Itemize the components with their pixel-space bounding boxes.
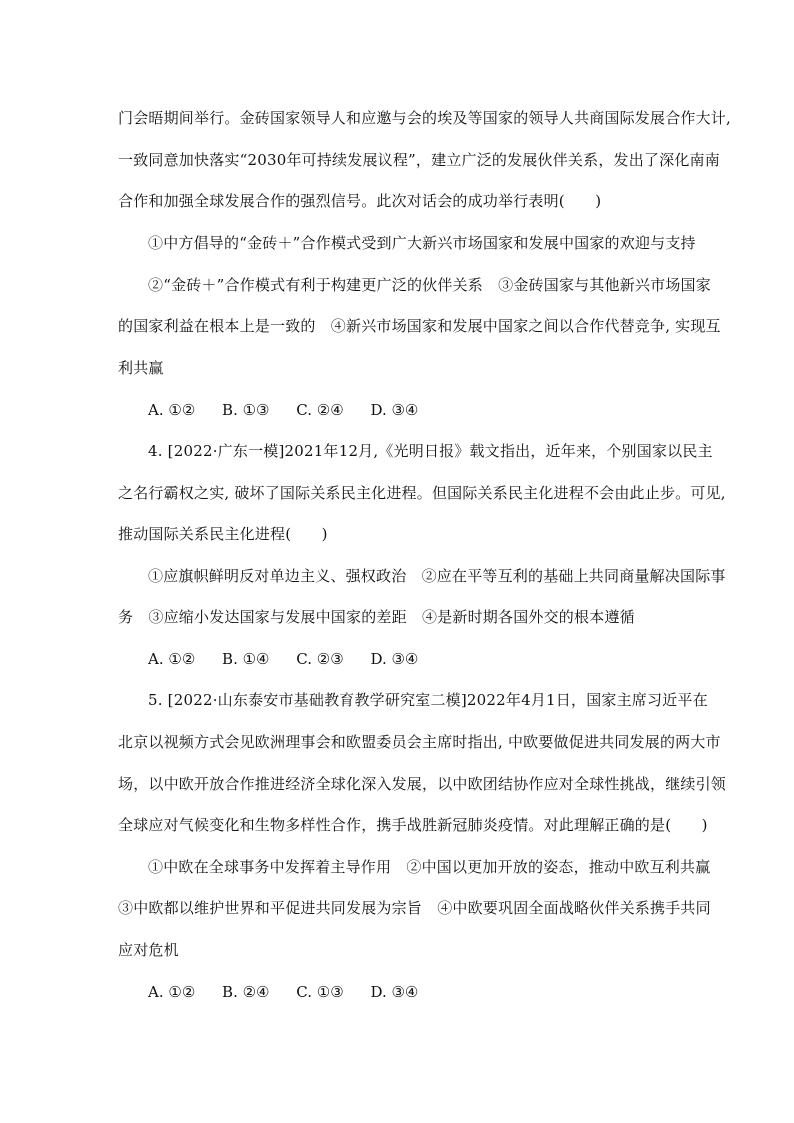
q4-stem-line-3: 推动国际关系民主化进程( ): [118, 525, 328, 543]
q3-option-d[interactable]: D. ③④: [370, 401, 419, 419]
q3-stem-line-3: 合作和加强全球发展合作的强烈信号。此次对话会的成功举行表明( ): [118, 192, 602, 210]
q3-item-line-2: ②“金砖＋”合作模式有利于构建更广泛的伙伴关系 ③金砖国家与其他新兴市场国家: [148, 276, 711, 294]
q3-options: [148, 400, 440, 420]
q3-item-line-4: 利共赢: [118, 359, 164, 377]
q5-item-line-2: ③中欧都以维护世界和平促进共同发展为宗旨 ④中欧要巩固全面战略伙伴关系携手共同: [118, 899, 711, 917]
q3-item-line-3: 的国家利益在根本上是一致的 ④新兴市场国家和发展中国家之间以合作代替竞争, 实现互: [118, 317, 721, 335]
q5-option-d[interactable]: D. ③④: [370, 983, 419, 1001]
q4-option-d[interactable]: D. ③④: [370, 650, 419, 668]
q4-options: [148, 649, 440, 669]
q5-option-c[interactable]: C. ①③: [296, 983, 344, 1001]
q3-stem-line-2: 一致同意加快落实“2030年可持续发展议程”，建立广泛的发展伙伴关系，发出了深化南南: [118, 151, 720, 169]
q3-stem-line-1: 门会晤期间举行。金砖国家领导人和应邀与会的埃及等国家的领导人共商国际发展合作大计,: [118, 109, 731, 127]
q5-item-line-1: ①中欧在全球事务中发挥着主导作用 ②中国以更加开放的姿态，推动中欧互利共赢: [148, 858, 711, 876]
q5-option-a[interactable]: A. ①②: [148, 983, 196, 1001]
q3-item-line-1: ①中方倡导的“金砖＋”合作模式受到广大新兴市场国家和发展中国家的欢迎与支持: [148, 234, 696, 252]
q4-stem-line-1: 4. [2022·广东一模]2021年12月,《光明日报》载文指出，近年来，个别国家以民主: [148, 442, 713, 460]
q3-option-c[interactable]: C. ②④: [296, 401, 344, 419]
q5-stem-line-4: 全球应对气候变化和生物多样性合作，携手战胜新冠肺炎疫情。对此理解正确的是( ): [118, 816, 708, 834]
q5-options: [148, 982, 440, 1002]
q5-stem-line-2: 北京以视频方式会见欧洲理事会和欧盟委员会主席时指出, 中欧要做促进共同发展的两大市: [118, 733, 721, 751]
q5-item-line-3: 应对危机: [118, 941, 179, 959]
q3-option-b[interactable]: B. ①③: [222, 401, 270, 419]
q5-stem-line-1: 5. [2022·山东泰安市基础教育教学研究室二模]2022年4月1日，国家主席习近平在: [148, 691, 708, 709]
q3-option-a[interactable]: A. ①②: [148, 401, 196, 419]
q5-option-b[interactable]: B. ②④: [222, 983, 270, 1001]
q5-stem-line-3: 场，以中欧开放合作推进经济全球化深入发展，以中欧团结协作应对全球性挑战，继续引领: [118, 775, 727, 793]
q4-option-c[interactable]: C. ②③: [296, 650, 344, 668]
q4-item-line-2: 务 ③应缩小发达国家与发展中国家的差距 ④是新时期各国外交的根本遵循: [118, 608, 635, 626]
q4-stem-line-2: 之名行霸权之实, 破坏了国际关系民主化进程。但国际关系民主化进程不会由此止步。可见,: [118, 484, 726, 502]
q4-item-line-1: ①应旗帜鲜明反对单边主义、强权政治 ②应在平等互利的基础上共同商量解决国际事: [148, 567, 726, 585]
q4-option-b[interactable]: B. ①④: [222, 650, 270, 668]
q4-option-a[interactable]: A. ①②: [148, 650, 196, 668]
